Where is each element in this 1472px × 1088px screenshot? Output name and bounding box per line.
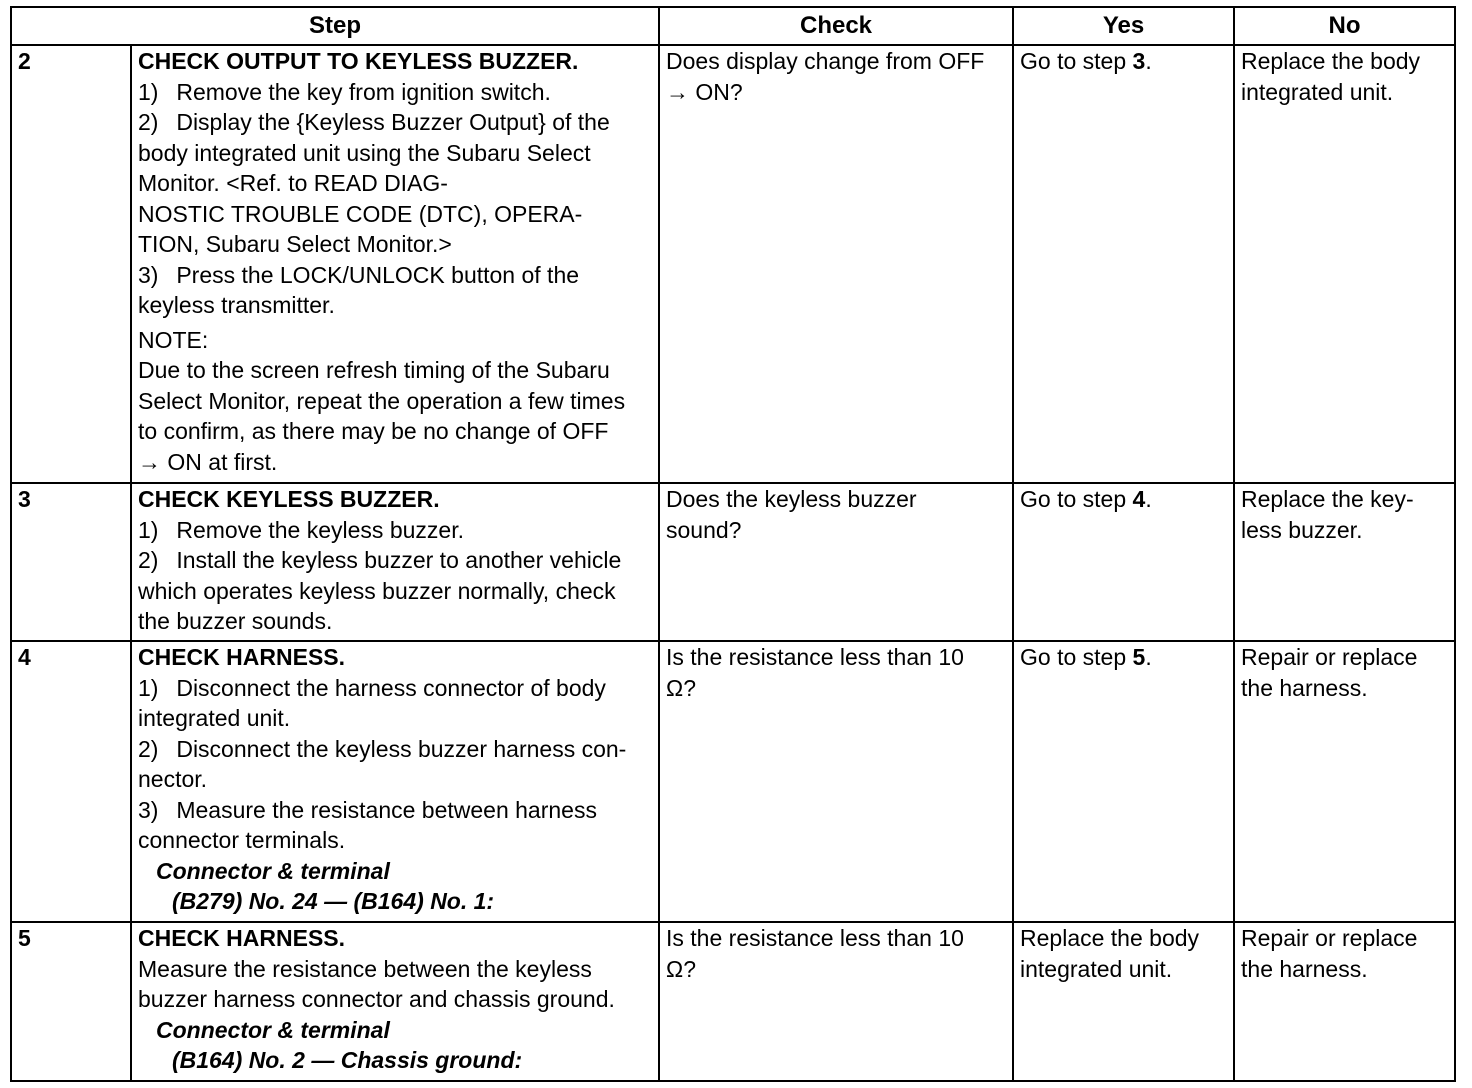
table-row xyxy=(11,641,1455,922)
header-yes: Yes xyxy=(1013,7,1234,45)
yes-cell xyxy=(1013,922,1234,1081)
no-line: Replace the key- xyxy=(1241,486,1414,512)
step-line: 3) Press the LOCK/UNLOCK button of the xyxy=(138,261,580,288)
check-cell xyxy=(659,45,1013,483)
step-line: the buzzer sounds. xyxy=(138,608,333,634)
no-cell xyxy=(1234,45,1455,483)
step-description xyxy=(131,45,659,483)
step-line: integrated unit. xyxy=(138,705,291,731)
no-cell xyxy=(1234,483,1455,641)
step-line: keyless transmitter. xyxy=(138,292,335,318)
step-line: buzzer harness connector and chassis ground. xyxy=(138,986,615,1012)
step-title: CHECK HARNESS. xyxy=(138,925,346,951)
check-line: Is the resistance less than 10 xyxy=(666,644,964,670)
step-line: connector terminals. xyxy=(138,827,346,853)
header-step: Step xyxy=(11,7,659,45)
header-row xyxy=(11,7,1455,45)
step-description xyxy=(131,483,659,641)
step-line: Monitor. <Ref. to READ DIAG- xyxy=(138,170,448,196)
step-line: nector. xyxy=(138,766,208,792)
diagnostic-table xyxy=(10,6,1456,1082)
step-line: which operates keyless buzzer normally, check xyxy=(138,577,616,604)
step-line: Measure the resistance between the keyless xyxy=(138,955,592,982)
check-line: sound? xyxy=(666,516,742,543)
no-line: the harness. xyxy=(1241,674,1368,701)
step-description xyxy=(131,641,659,922)
step-line: 1) Remove the key from ignition switch. xyxy=(138,78,551,105)
yes-prefix: Go to step xyxy=(1020,644,1133,670)
step-line: body integrated unit using the Subaru Select xyxy=(138,139,591,166)
no-line: Repair or replace xyxy=(1241,925,1418,951)
spec-value: (B279) No. 24 — (B164) No. 1: xyxy=(172,888,495,914)
step-line: 2) Disconnect the keyless buzzer harness con- xyxy=(138,735,627,762)
yes-step-link: 4 xyxy=(1132,486,1146,512)
step-line: 1) Remove the keyless buzzer. xyxy=(138,516,464,543)
check-cell xyxy=(659,641,1013,922)
yes-prefix: Go to step xyxy=(1020,48,1133,74)
step-line: NOSTIC TROUBLE CODE (DTC), OPERA- xyxy=(138,200,583,227)
yes-step-link: 5 xyxy=(1132,644,1146,670)
yes-cell xyxy=(1013,483,1234,641)
yes-cell xyxy=(1013,641,1234,922)
note-label: NOTE: xyxy=(138,326,209,353)
no-line: integrated unit. xyxy=(1241,78,1394,105)
check-line: Does display change from OFF xyxy=(666,48,985,74)
yes-suffix: . xyxy=(1145,486,1152,512)
check-line: Ω? xyxy=(666,674,697,701)
step-line: 1) Disconnect the harness connector of body xyxy=(138,674,606,701)
yes-line: integrated unit. xyxy=(1020,955,1173,982)
check-line: Is the resistance less than 10 xyxy=(666,925,964,951)
yes-step-link: 3 xyxy=(1132,48,1146,74)
spec-label: Connector & terminal xyxy=(156,1016,390,1043)
yes-prefix: Go to step xyxy=(1020,486,1133,512)
table-row xyxy=(11,45,1455,483)
yes-suffix: . xyxy=(1145,48,1152,74)
step-number: 5 xyxy=(11,922,131,1081)
yes-line: Replace the body xyxy=(1020,925,1200,951)
step-line: 3) Measure the resistance between harness xyxy=(138,796,597,823)
no-cell xyxy=(1234,641,1455,922)
table-row xyxy=(11,483,1455,641)
step-title: CHECK HARNESS. xyxy=(138,644,346,670)
table-row xyxy=(11,922,1455,1081)
check-line: Does the keyless buzzer xyxy=(666,486,917,512)
check-line: Ω? xyxy=(666,955,697,982)
note-line: Due to the screen refresh timing of the Subaru xyxy=(138,357,610,383)
no-line: Repair or replace xyxy=(1241,644,1418,670)
step-title: CHECK OUTPUT TO KEYLESS BUZZER. xyxy=(138,48,579,74)
step-description xyxy=(131,922,659,1081)
yes-suffix: . xyxy=(1145,644,1152,670)
yes-cell xyxy=(1013,45,1234,483)
step-number: 4 xyxy=(11,641,131,922)
spec-label: Connector & terminal xyxy=(156,857,390,884)
no-line: less buzzer. xyxy=(1241,516,1363,543)
step-title: CHECK KEYLESS BUZZER. xyxy=(138,486,440,512)
no-cell xyxy=(1234,922,1455,1081)
note-line: → ON at first. xyxy=(138,448,278,475)
step-number: 2 xyxy=(11,45,131,483)
step-number: 3 xyxy=(11,483,131,641)
step-line: TION, Subaru Select Monitor.> xyxy=(138,231,452,257)
step-line: 2) Display the {Keyless Buzzer Output} of the xyxy=(138,109,610,135)
header-check: Check xyxy=(659,7,1013,45)
check-cell xyxy=(659,483,1013,641)
no-line: the harness. xyxy=(1241,955,1368,982)
header-no: No xyxy=(1234,7,1455,45)
check-cell xyxy=(659,922,1013,1081)
step-line: 2) Install the keyless buzzer to another vehicle xyxy=(138,547,622,573)
spec-value: (B164) No. 2 — Chassis ground: xyxy=(172,1047,523,1073)
note-line: to confirm, as there may be no change of OFF xyxy=(138,418,609,444)
check-line: → ON? xyxy=(666,78,743,105)
no-line: Replace the body xyxy=(1241,48,1421,74)
note-line: Select Monitor, repeat the operation a few times xyxy=(138,387,626,414)
